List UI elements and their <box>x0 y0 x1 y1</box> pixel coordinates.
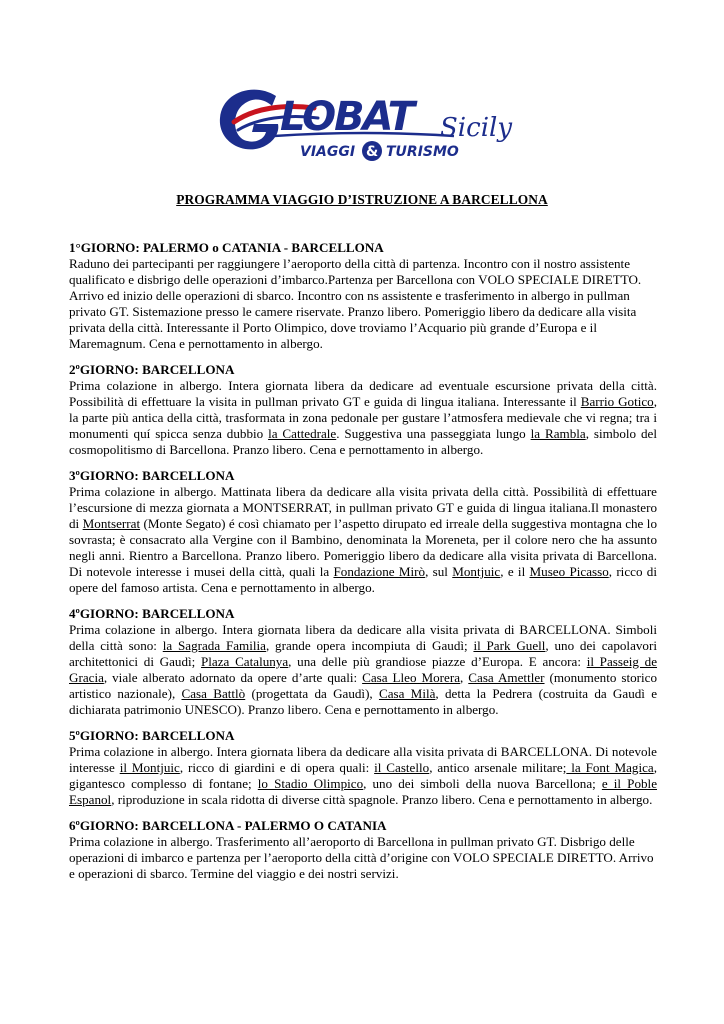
place-name: Museo Picasso <box>529 564 609 579</box>
text-run: (progettata da Gaudì), <box>245 686 379 701</box>
place-name: Montserrat <box>82 516 141 531</box>
text-run: Prima colazione in albergo. Mattinata libera da dedicare alla visita privata della città. Possibilità di effettuare l’escursione di mezza giornata a MONTSERRAT, in pullman privato GT e guida di lingua italiana.Il monastero di <box>69 484 657 531</box>
day-description <box>69 834 657 882</box>
day-heading: 4ºGIORNO: BARCELLONA <box>69 606 235 621</box>
day-heading: 5ºGIORNO: BARCELLONA <box>69 728 235 743</box>
day-section <box>69 362 657 458</box>
text-run: , viale alberato adornato da opere d’arte quali: <box>103 670 363 685</box>
text-run: Prima colazione in albergo. Intera giornata libera da dedicare ad eventuale escursione privata della città. Possibilità di effettuare la visita in pullman privato GT e guida di lingua italiana. Interessante il <box>69 378 657 409</box>
text-run: Prima colazione in albergo. Trasferimento all’aeroporto di Barcellona in pullman privato GT. Disbrigo delle operazioni di imbarco e partenza per l’aeroporto della città d’origine con VOLO SPECIALE DIRETTO. Arrivo e operazioni di sbarco. Termine del viaggio e dei nostri servizi. <box>69 834 654 881</box>
logo-tagline-amp: & <box>366 144 379 160</box>
company-logo <box>214 78 514 168</box>
text-run: , sul <box>425 564 453 579</box>
day-description <box>69 744 657 808</box>
text-run: , riproduzione in scala ridotta di diverse città spagnole. Pranzo libero. Cena e pernottamento in albergo. <box>111 792 653 807</box>
place-name: la Cattedrale <box>268 426 337 441</box>
day-description <box>69 378 657 458</box>
day-heading: 3ºGIORNO: BARCELLONA <box>69 468 235 483</box>
text-run: Prima colazione in albergo. Intera giornata libera da dedicare alla visita privata di BARCELLONA. Di notevole interesse <box>69 744 657 775</box>
day-heading: 2ºGIORNO: BARCELLONA <box>69 362 235 377</box>
place-name: Casa Battlò <box>181 686 246 701</box>
place-name: il Park Guell <box>473 638 546 653</box>
place-name: Barrio Gotico <box>580 394 654 409</box>
place-name: la Sagrada Familia <box>162 638 266 653</box>
place-name: il Castello <box>374 760 430 775</box>
document-title: PROGRAMMA VIAGGIO D’ISTRUZIONE A BARCELLONA <box>176 192 548 207</box>
logo-tagline-right: TURISMO <box>386 144 459 160</box>
text-run: , detta la Pedrera (costruita da Gaudì e dichiarata patrimonio UNESCO). Pranzo libero. Cena e pernottamento in albergo. <box>69 686 658 717</box>
logo-brand-text: LOBAT <box>280 94 413 140</box>
text-run: , la parte più antica della città, trasformata in zona pedonale per gustare l’atmosfera medievale che vi regna; tra i monumenti quí spicca senza dubbio <box>69 394 657 441</box>
text-run: , gigantesco complesso di fontane; <box>69 760 657 791</box>
place-name: il Montjuic <box>119 760 180 775</box>
place-name: la Font Magica <box>566 760 654 775</box>
day-heading: 1°GIORNO: PALERMO o CATANIA - BARCELLONA <box>69 240 384 255</box>
day-description <box>69 622 657 718</box>
text-run: , e il <box>500 564 530 579</box>
day-section <box>69 240 657 352</box>
text-run: , ricco di giardini e di opera quali: <box>179 760 375 775</box>
day-section <box>69 606 657 718</box>
text-run: , antico arsenale militare; <box>429 760 567 775</box>
day-description <box>69 484 657 596</box>
place-name: il Passeig de Gracia <box>69 654 658 685</box>
text-run: , una delle più grandiose piazze d’Europa. E ancora: <box>288 654 587 669</box>
place-name: la Rambla <box>530 426 586 441</box>
text-run: Prima colazione in albergo. Intera giornata libera da dedicare alla visita privata di BARCELLONA. Simboli della città sono: <box>69 622 657 653</box>
place-name: e il Poble Espanol <box>69 776 658 807</box>
place-name: Fondazione Mirò <box>333 564 426 579</box>
place-name: Casa Milà <box>378 686 436 701</box>
text-run: , uno dei simboli della nuova Barcellona; <box>363 776 602 791</box>
logo-sicily-text: Sicily <box>440 113 513 143</box>
place-name: Casa Lleo Morera <box>362 670 461 685</box>
day-section <box>69 818 657 882</box>
place-name: Montjuic <box>452 564 501 579</box>
text-run: , ricco di opere del famoso artista. Cena e pernottamento in albergo. <box>69 564 657 595</box>
day-heading: 6ºGIORNO: BARCELLONA - PALERMO O CATANIA <box>69 818 387 833</box>
place-name: lo Stadio Olimpico <box>257 776 364 791</box>
text-run: (monumento storico artistico nazionale), <box>69 670 657 701</box>
place-name: Plaza Catalunya <box>201 654 289 669</box>
itinerary <box>69 240 657 892</box>
text-run: Raduno dei partecipanti per raggiungere l’aeroporto della città di partenza. Incontro con il nostro assistente qualificato e disbrigo delle operazioni d’imbarco.Partenza per Barcellona con VOLO SPECIALE DIRETTO. Arrivo ed inizio delle operazioni di sbarco. Incontro con ns assistente e trasferimento in albergo in pullman privato GT. Sistemazione presso le camere riservate. Pranzo libero. Pomeriggio libero da dedicare alla visita privata della città. Interessante il Porto Olimpico, dove troviamo l’Acquario più grande d’Europa e il Maremagnum. Cena e pernottamento in albergo. <box>69 256 642 351</box>
text-run: , <box>460 670 469 685</box>
day-section <box>69 468 657 596</box>
place-name: Casa Amettler <box>468 670 545 685</box>
text-run: , grande opera incompiuta di Gaudì; <box>265 638 474 653</box>
day-section <box>69 728 657 808</box>
text-run: , simbolo del cosmopolitismo di Barcellona. Pranzo libero. Cena e pernottamento in albergo. <box>69 426 657 457</box>
text-run: . Suggestiva una passeggiata lungo <box>336 426 531 441</box>
text-run: (Monte Segato) é così chiamato per l’aspetto dirupato ed irreale della suggestiva montagna che lo sovrasta; è consacrato alla Vergine con il Bambino, denominata la Moreneta, per il colore nero che ha assunto negli anni. Rientro a Barcellona. Pranzo libero. Pomeriggio libero da dedicare alla visita privata di Barcellona. Di notevole interesse i musei della città, quali la <box>69 516 657 579</box>
text-run: , uno dei capolavori architettonici di Gaudì; <box>69 638 657 669</box>
logo-tagline-left: VIAGGI <box>300 144 356 160</box>
day-description <box>69 256 657 352</box>
